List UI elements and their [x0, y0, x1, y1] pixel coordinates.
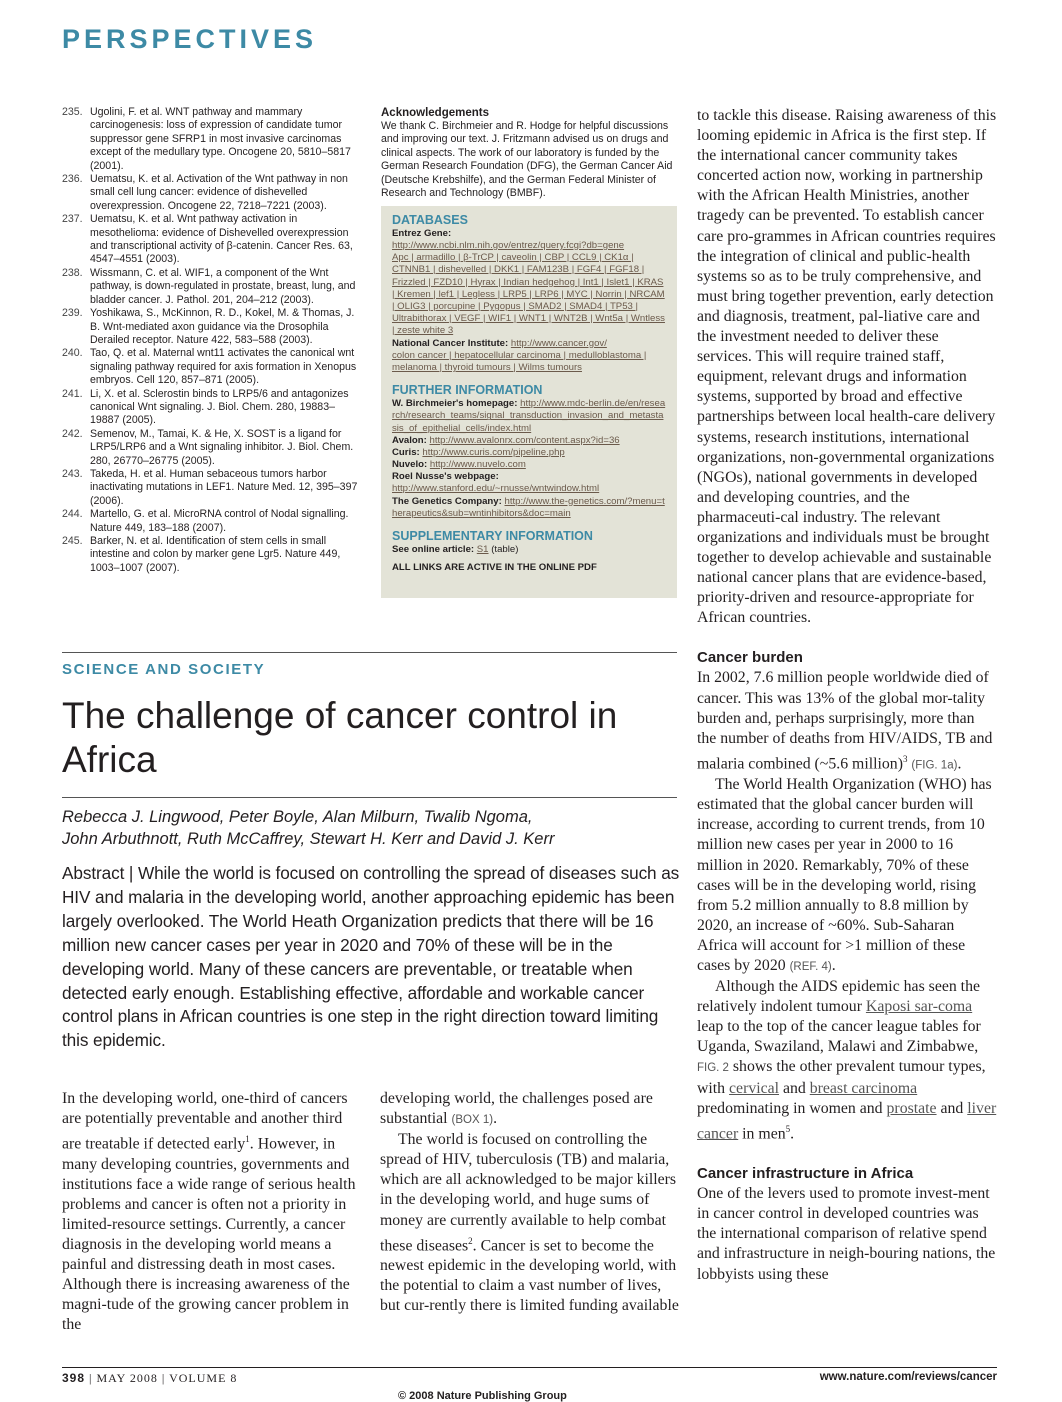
cervical-link[interactable]: cervical	[729, 1079, 780, 1097]
box1-ref: (BOX 1)	[451, 1114, 494, 1127]
section-header: PERSPECTIVES	[62, 24, 318, 54]
reference-item	[62, 106, 362, 173]
and-text-1: and	[782, 1079, 806, 1097]
reference-number: 238.	[62, 266, 83, 279]
article-authors	[62, 806, 682, 850]
cancer-burden-paragraph-1: In 2002, 7.6 million people worldwide died of cancer. This was 13% of the global mor-tality burden and, perhaps surprisingly, more than the number of deaths from HIV/AIDS, TB and malaria combined (~5.6 million)$^3$ (FIG. 1a).	[697, 669, 993, 773]
curis-label: Curis:	[392, 447, 420, 459]
prostate-link[interactable]: prostate	[886, 1099, 937, 1117]
reference-text: Li, X. et al. Sclerostin binds to LRP5/6 and antagonizes canonical Wnt signaling. J. Biol. Chem. 280, 19883–19887 (2005).	[90, 387, 349, 427]
nusse-link[interactable]: http://www.stanford.edu/~rnusse/wntwindow.html	[392, 483, 600, 495]
infrastructure-heading: Cancer infrastructure in Africa	[697, 1165, 914, 1183]
footer-page-info: 398 | MAY 2008 | VOLUME 8	[62, 1371, 238, 1385]
body-column-2: developing world, the challenges posed are substantial (BOX 1). The world is focused on controlling the spread of HIV, tuberculosis (TB) and malaria, which are all acknowledged to be major killers in the developing world, and huge sums of money are currently available to help combat these diseases$^2$. Cancer is set to become the newest epidemic in the developing world, with the potential to claim a vast number of lives, but cur-rently there is limited funding available	[380, 1090, 679, 1315]
reference-text: Ugolini, F. et al. WNT pathway and mammary carcinogenesis: loss of expression of candidate tumor suppressor gene SFRP1 in most invasive carcinomas except of the medullary type. Oncogene 20, 5810–5817 (2001).	[90, 106, 351, 172]
breast-carcinoma-link[interactable]: breast carcinoma	[809, 1079, 918, 1097]
entrez-gene-links[interactable]: Apc | armadillo | β-TrCP | caveolin | CBP | CCL9 | CK1α | CTNNB1 | dishevelled | DKK1 | FAM123B | FGF4 | FGF18 | Frizzled | FZD10 | Hyrax | Indian hedgehog | Int1 | Islet1 | KRAS | Kremen | lef1 | Legless | LRP5 | LRP6 | MYC | Norrin | NRCAM | OLIG3 | porcupine | Pygopus | SMAD2 | SMAD4 | TP53 | Ultrabithorax | VEGF | WIF1 | WNT1 | WNT2B | Wnt5a | Wntless | zeste white 3	[392, 252, 665, 337]
issue-date: MAY 2008	[96, 1371, 158, 1385]
reference-number: 245.	[62, 535, 83, 547]
burden-text-a: In 2002, 7.6 million people worldwide died of cancer. This was 13% of the global mor-tality burden and, perhaps surprisingly, more than the number of deaths from HIV/AIDS, TB and malaria combined (~5.6 million)	[697, 669, 993, 773]
body1-text-b: However, in many developing countries, governments and institutions face a wide range of serious health problems and cancer is often not a priority in limited-resource settings. Currently, a cancer diagnosis in the developing world means a painful and distressing death in most cases. Although there is increasing awareness of the magni-tude of the growing cancer problem in the	[62, 1135, 356, 1334]
body2-superscript: 2	[468, 1235, 473, 1246]
cancer-burden-paragraph-2: The World Health Organization (WHO) has estimated that the global cancer burden will increase, according to current trends, from 10 million new cases per year in 2000 to 16 million in 2020. Remarkably, 70% of these cases will be in the developing world, rising from 5.2 million annually to 8.8 million by 2020, an increase of ~60%. Sub-Saharan Africa will account for >1 million of these cases by 2020 (REF. 4).	[697, 776, 992, 975]
reference-item	[62, 428, 362, 468]
entrez-url-link[interactable]: http://www.ncbi.nlm.nih.gov/entrez/query.fcgi?db=gene	[392, 240, 625, 251]
reference-number: 243.	[62, 467, 83, 480]
reference-text: Barker, N. et al. Identification of stem cells in small intestine and colon by marker gene Lgr5. Nature 449, 1003–1007 (2007).	[90, 535, 341, 574]
reference-text: Tao, Q. et al. Maternal wnt11 activates the canonical wnt signaling pathway required for axis formation in Xenopus embryos. Cell 120, 857–871 (2005).	[90, 347, 357, 387]
kaposi-link[interactable]: Kaposi sar-coma	[865, 998, 973, 1016]
supplementary-label: See online article:	[392, 544, 475, 556]
reference-number: 241.	[62, 387, 83, 400]
section-rule-top	[62, 652, 677, 653]
ref4: (REF. 4)	[789, 961, 832, 974]
cancer-burden-paragraph-3: Although the AIDS epidemic has seen the relatively indolent tumour Kaposi sar-coma leap to the top of the cancer league tables for Uganda, Swaziland, Malawi and Zimbabwe, FIG. 2 shows the other prevalent tumour types, with cervical and breast carcinoma predominating in women and prostate and liver cancer in men$^5$.	[697, 978, 997, 1143]
men-superscript: 5	[785, 1123, 791, 1134]
reference-item	[62, 173, 362, 213]
reference-text: Uematsu, K. et al. Wnt pathway activation in mesothelioma: evidence of Dishevelled overexpression and transcriptional activity of β-catenin. Cancer Res. 63, 4547–4551 (2003).	[90, 213, 353, 266]
nci-url-link[interactable]: http://www.cancer.gov/	[510, 337, 607, 349]
body1-superscript: 1	[245, 1134, 250, 1145]
authors-line-1: Rebecca J. Lingwood, Peter Boyle, Alan Milburn, Twalib Ngoma,	[62, 808, 533, 826]
body-column-1: In the developing world, one-third of cancers are potentially preventable and another third are treatable if detected early$^1$. However, in many developing countries, governments and institutions face a wide range of serious health problems and cancer is often not a priority in limited-resource settings. Currently, a cancer diagnosis in the developing world means a painful and distressing death in most cases. Although there is increasing awareness of the magni-tude of the growing cancer problem in the	[62, 1090, 356, 1334]
reference-item	[62, 213, 362, 267]
reference-item	[62, 388, 362, 428]
acknowledgements	[381, 106, 677, 200]
reference-number: 239.	[62, 307, 83, 320]
reference-number: 240.	[62, 347, 83, 360]
journal-url[interactable]: www.nature.com/reviews/cancer	[819, 1371, 997, 1383]
article-kicker: SCIENCE AND SOCIETY	[62, 661, 266, 678]
body2-text-b: The world is focused on controlling the spread of HIV, tuberculosis (TB) and malaria, which are all acknowledged to be major killers in the developing world, and huge sums of money are currently available to help combat these diseases	[380, 1131, 677, 1254]
genetics-label: The Genetics Company:	[392, 495, 502, 507]
infrastructure-paragraph: One of the levers used to promote invest-ment in cancer control in developed countries was the international comparison of relative spend and infrastructure in neigh-bouring nations, the lobbyists using these	[697, 1185, 996, 1283]
copyright: © 2008 Nature Publishing Group	[398, 1390, 567, 1402]
burden-text-b: The World Health Organization (WHO) has estimated that the global cancer burden will increase, according to current trends, from 10 million new cases per year in 2000 to 16 million in 2020. Remarkably, 70% of these cases will be in the developing world, rising from 5.2 million annually to 8.8 million by 2020, an increase of ~60%. Sub-Saharan Africa will account for >1 million of these cases by 2020	[697, 776, 992, 975]
body2-text-c: Cancer is set to become the newest epidemic in the developing world, with the potential to claim a vast number of lives, but cur-rently there is limited funding available	[380, 1236, 679, 1315]
volume: VOLUME 8	[169, 1371, 238, 1385]
reference-number: 244.	[62, 508, 83, 521]
article-title: The challenge of cancer control in Africa	[62, 695, 618, 780]
right-column-continued	[697, 106, 997, 1285]
nuvelo-link[interactable]: http://www.nuvelo.com	[429, 459, 526, 471]
reference-number: 235.	[62, 106, 83, 118]
nuvelo-label: Nuvelo:	[392, 459, 428, 471]
links-active-note: ALL LINKS ARE ACTIVE IN THE ONLINE PDF	[392, 562, 597, 574]
avalon-label: Avalon:	[392, 434, 427, 446]
reference-text: Wissmann, C. et al. WIF1, a component of the Wnt pathway, is down-regulated in prostate, breast, lung, and bladder cancer. J. Pathol. 201, 204–212 (2003).	[90, 266, 356, 306]
body1-text-a: In the developing world, one-third of cancers are potentially preventable and another third are treatable if detected early	[62, 1090, 348, 1153]
burden-superscript: 3	[902, 753, 908, 764]
nusse-label: Roel Nusse's webpage:	[392, 471, 499, 483]
nci-term-links[interactable]: colon cancer | hepatocellular carcinoma | medulloblastoma | melanoma | thyroid tumours | Wilms tumours	[392, 349, 647, 374]
reference-item	[62, 267, 362, 307]
nci-label: National Cancer Institute:	[392, 337, 509, 349]
supplementary-suffix: (table)	[491, 544, 519, 556]
reference-text: Semenov, M., Tamai, K. & He, X. SOST is a ligand for LRP5/LRP6 and a Wnt signaling inhibitor. J. Biol. Chem. 280, 26770–26775 (2005).	[90, 427, 354, 467]
genetics-link[interactable]: http://www.the-genetics.com/?menu=therapeutics&sub=wntinhibitors&doc=main	[392, 495, 665, 519]
burden-text-f: predominating in women and	[697, 1099, 883, 1117]
liver-cancer-link[interactable]: liver cancer	[697, 1099, 997, 1143]
reference-text: Yoshikawa, S., McKinnon, R. D., Kokel, M. & Thomas, J. B. Wnt-mediated axon guidance via the Drosophila Derailed receptor. Nature 422, 583–588 (2003).	[90, 307, 355, 346]
resources-box	[381, 206, 677, 598]
burden-text-g: in men	[742, 1125, 786, 1143]
cancer-burden-heading: Cancer burden	[697, 649, 803, 667]
supplementary-link[interactable]: S1	[476, 544, 489, 556]
supplementary-heading: SUPPLEMENTARY INFORMATION	[392, 529, 593, 544]
burden-text-d: leap to the top of the cancer league tables for Uganda, Swaziland, Malawi and Zimbabwe,	[697, 1018, 981, 1056]
and-text-2: and	[940, 1099, 964, 1117]
fig1a-ref: (FIG. 1a)	[911, 759, 958, 772]
reference-text: Takeda, H. et al. Human sebaceous tumors harbor inactivating mutations in LEF1. Nature Med. 12, 395–397 (2006).	[90, 467, 358, 507]
reference-item	[62, 307, 362, 347]
reference-list	[62, 106, 362, 575]
burden-text-c: Although the AIDS epidemic has seen the relatively indolent tumour	[697, 978, 980, 1016]
reference-number: 236.	[62, 173, 83, 186]
article-abstract: Abstract | While the world is focused on controlling the spread of diseases such as HIV and malaria in the developing world, another approaching epidemic has been largely overlooked. The World Heath Organization predicts that there will be 16 million new cancer cases per year in 2020 and 70% of these will be in the developing world. Many of these cancers are preventable, or treatable when detected early enough. Establishing effective, affordable and workable cancer control plans in African countries is one step in the right direction toward limiting this epidemic.	[62, 863, 680, 1051]
curis-link[interactable]: http://www.curis.com/pipeline.php	[422, 447, 565, 459]
entrez-label: Entrez Gene:	[392, 228, 452, 239]
right-paragraph-1: to tackle this disease. Raising awareness of this looming epidemic in Africa is the first step. If the international cancer community takes concerted action now, working in partnership with the African Health Ministries, another tragedy can be prevented. To establish cancer care pro-grammes in African countries requires the integration of clinical and public-health systems so as to be truly comprehensive, and must bring together prevention, early detection and diagnosis, treatment, pal-liative care and the investment needed to deliver these services. This will require trained staff, equipment, relevant drugs and information systems, supported by broad and effective partnerships between local health-care delivery systems, research institutions, international organizations, non-governmental organizations (NGOs), national governments in developed and developing countries, and the pharmaceuti-cal industry. The relevant organizations and individuals must be brought together to develop achievable and sustainable national cancer plans that are evidence-based, priority-driven and resource-appropriate for African countries.	[697, 107, 997, 627]
reference-item	[62, 535, 362, 575]
section-rule-title	[62, 797, 677, 798]
reference-number: 242.	[62, 427, 83, 440]
reference-number: 237.	[62, 213, 83, 226]
birchmeier-link[interactable]: http://www.mdc-berlin.de/en/research/research_teams/signal_transduction_invasion_and_metastasis_of_epithelial_cells/index.html	[392, 398, 666, 434]
reference-item	[62, 468, 362, 508]
reference-item	[62, 508, 362, 535]
reference-item	[62, 347, 362, 387]
acknowledgements-text: We thank C. Birchmeier and R. Hodge for helpful discussions and improving our text. J. Fritzmann advised us on drugs and clinical aspects. The work of our laboratory is funded by the German Research Foundation (DFG), the German Cancer Aid (Deutsche Krebshilfe), and the German Federal Minister of Research and Technology (BMBF).	[381, 120, 673, 200]
fig2-ref: FIG. 2	[697, 1062, 729, 1075]
birchmeier-label: W. Birchmeier's homepage:	[392, 398, 518, 410]
page-number: 398	[62, 1371, 86, 1385]
burden-text-e: shows the other prevalent tumour types, with	[697, 1058, 986, 1097]
avalon-link[interactable]: http://www.avalonrx.com/content.aspx?id=36	[429, 434, 620, 446]
body2-text-a: developing world, the challenges posed are substantial	[380, 1090, 653, 1128]
reference-text: Uematsu, K. et al. Activation of the Wnt pathway in non small cell lung cancer: evidence of dishevelled overexpression. Oncogene 22, 7218–7221 (2003).	[90, 173, 348, 212]
databases-heading: DATABASES	[392, 213, 468, 227]
reference-text: Martello, G. et al. MicroRNA control of Nodal signalling. Nature 449, 183–188 (2007).	[90, 508, 349, 534]
footer-rule	[62, 1367, 997, 1368]
acknowledgements-title: Acknowledgements	[381, 107, 489, 119]
authors-line-2: John Arbuthnott, Ruth McCaffrey, Stewart H. Kerr and David J. Kerr	[62, 830, 555, 848]
further-info-heading: FURTHER INFORMATION	[392, 383, 543, 398]
